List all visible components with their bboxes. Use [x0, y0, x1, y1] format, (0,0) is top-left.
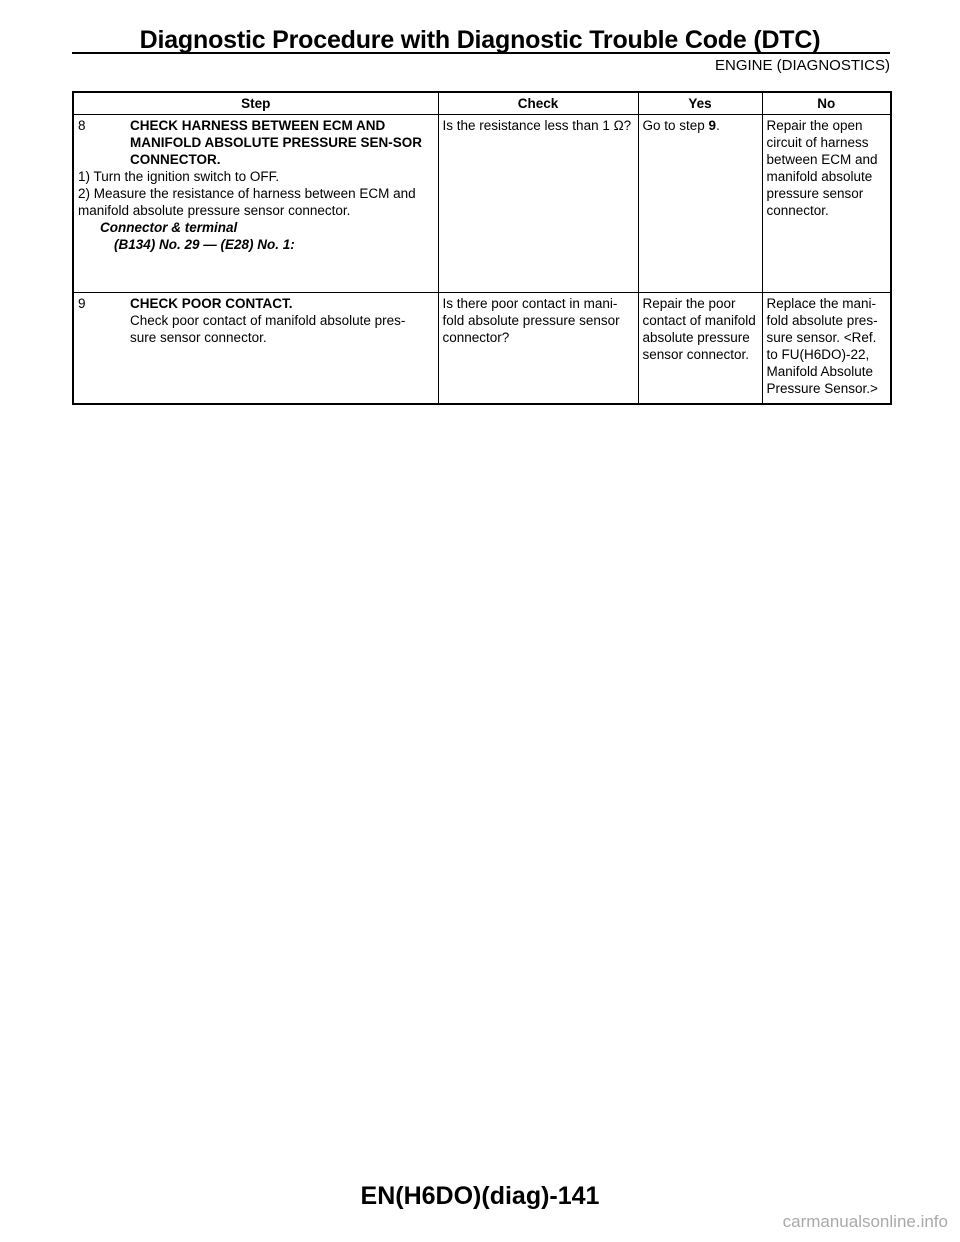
section-label: ENGINE (DIAGNOSTICS) [714, 57, 890, 74]
check-cell: Is the resistance less than 1 Ω? [438, 115, 638, 293]
yes-text: Go to step [642, 118, 709, 133]
table-row [73, 115, 891, 293]
column-header-yes: Yes [638, 92, 762, 115]
step-body [130, 295, 430, 346]
step-cell [73, 115, 438, 293]
step-instruction-1: Check poor contact of manifold absolute pres-sure sensor connector. [130, 313, 406, 345]
step-body [130, 117, 430, 168]
header-rule [72, 52, 890, 54]
column-header-check: Check [438, 92, 638, 115]
step-number: 8 [78, 118, 86, 133]
yes-suffix: . [716, 118, 720, 133]
table-row [73, 293, 891, 405]
yes-cell: Repair the poor contact of manifold absolute pressure sensor connector. [638, 293, 762, 405]
step-title: CHECK HARNESS BETWEEN ECM AND MANIFOLD ABSOLUTE PRESSURE SEN-SOR CONNECTOR. [130, 118, 423, 167]
yes-cell [638, 115, 762, 293]
connector-terminal: (B134) No. 29 — (E28) No. 1: [114, 237, 295, 252]
yes-step-ref: 9 [708, 118, 717, 133]
step-instruction-2: 2) Measure the resistance of harness between ECM and manifold absolute pressure sensor connector. [78, 186, 416, 218]
column-header-step: Step [73, 92, 438, 115]
no-cell: Replace the mani-fold absolute pres-sure sensor. <Ref. to FU(H6DO)-22, Manifold Absolute Pressure Sensor.> [762, 293, 891, 405]
watermark[interactable]: carmanualsonline.info [782, 1212, 948, 1231]
no-cell: Repair the open circuit of harness between ECM and manifold absolute pressure sensor connector. [762, 115, 891, 293]
check-cell: Is there poor contact in mani-fold absolute pressure sensor connector? [438, 293, 638, 405]
page-number: EN(H6DO)(diag)-141 [360, 1182, 600, 1210]
connector-label: Connector & terminal [100, 220, 238, 235]
step-number: 9 [78, 296, 86, 311]
step-cell [73, 293, 438, 405]
column-header-no: No [762, 92, 891, 115]
diagnostic-table [72, 91, 892, 405]
table-header-row [73, 92, 891, 115]
page-title: Diagnostic Procedure with Diagnostic Trouble Code (DTC) [139, 26, 821, 54]
step-title: CHECK POOR CONTACT. [130, 296, 293, 311]
step-instruction-1: 1) Turn the ignition switch to OFF. [78, 169, 280, 184]
